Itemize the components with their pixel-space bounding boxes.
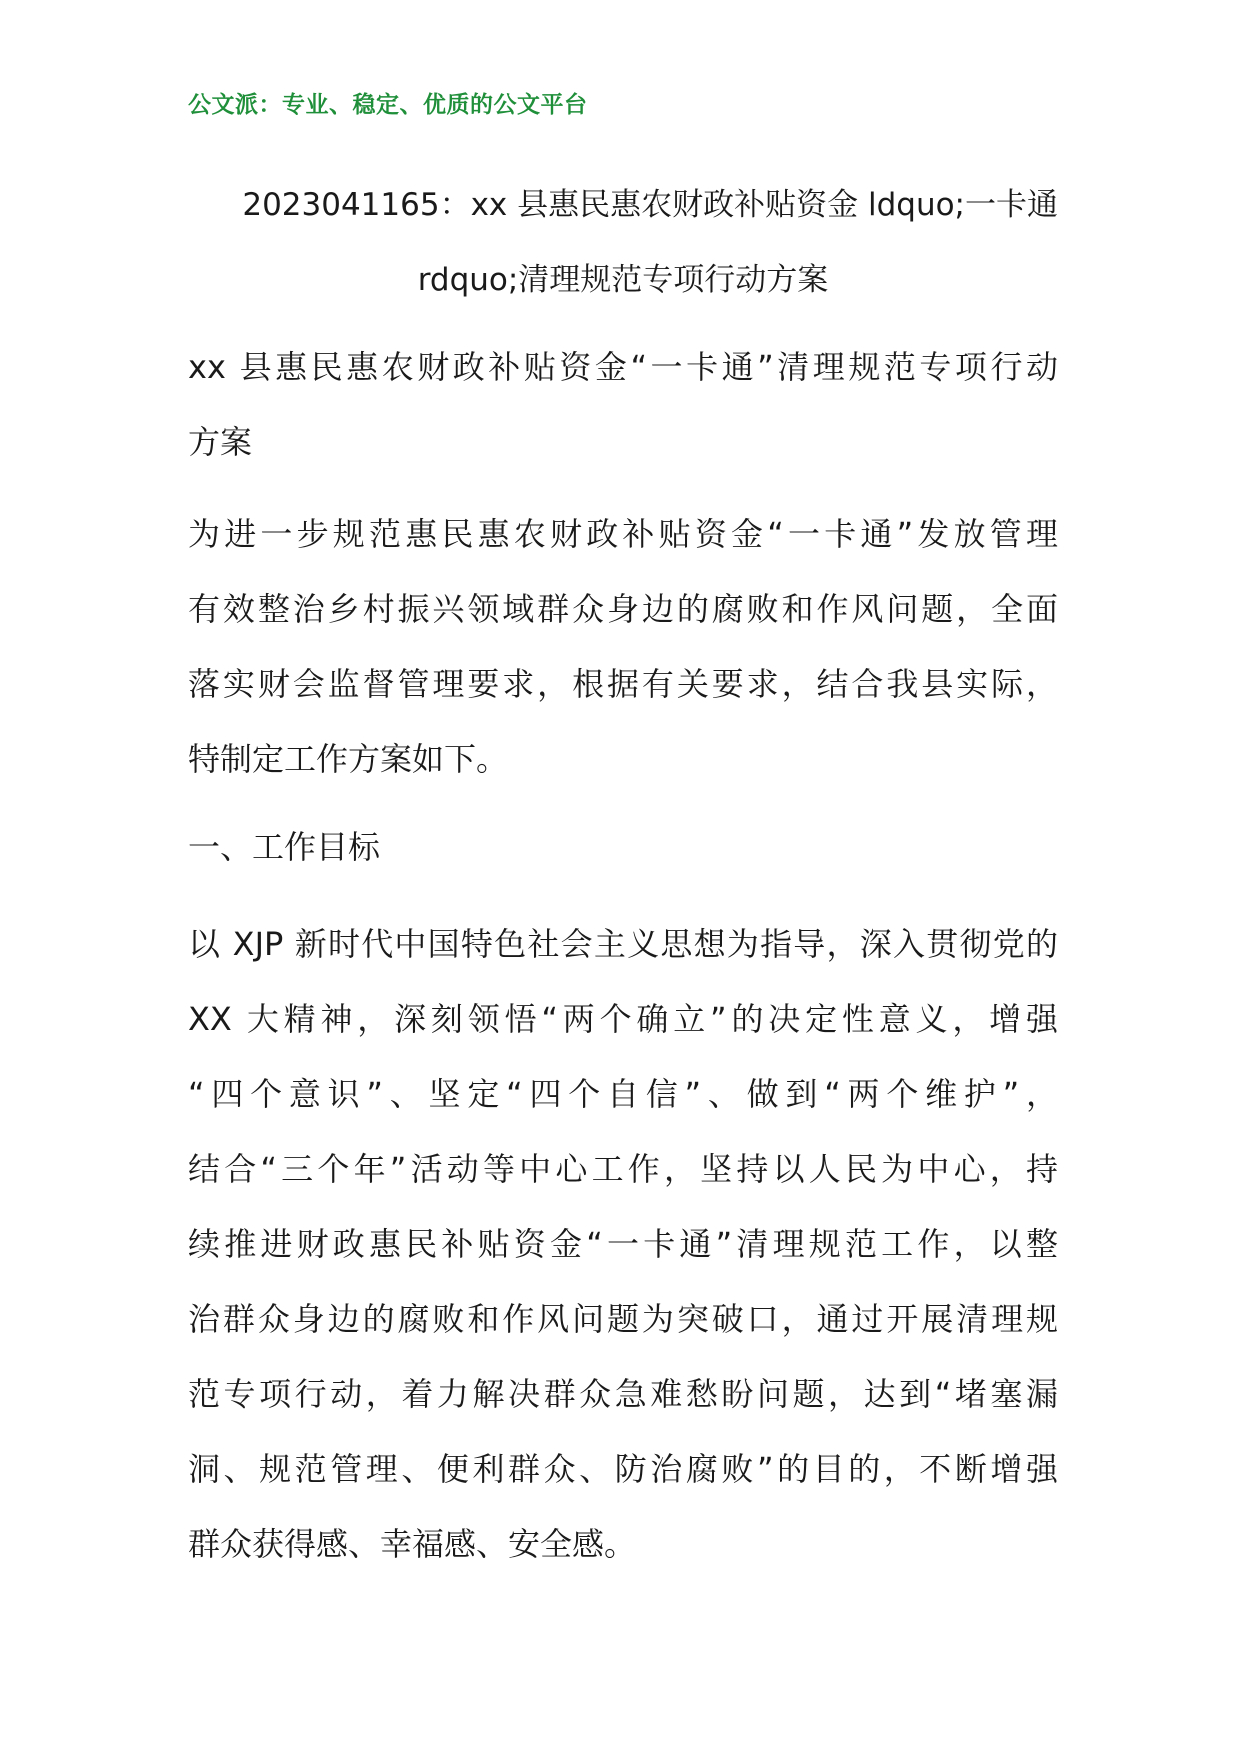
section-paragraph (188, 907, 1058, 1582)
section-line: 洞、规范管理、便利群众、防治腐败”的目的，不断增强 (188, 1450, 1058, 1488)
section-line: 治群众身边的腐败和作风问题为突破口，通过开展清理规 (188, 1300, 1058, 1338)
title-line-2: rdquo;清理规范专项行动方案 (417, 262, 829, 298)
intro-paragraph (188, 497, 1058, 797)
title-line-1: 2023041165：xx 县惠民惠农财政补贴资金 ldquo;一卡通 (242, 187, 1058, 223)
section-line: 续推进财政惠民补贴资金“一卡通”清理规范工作，以整 (188, 1225, 1058, 1263)
intro-line: 特制定工作方案如下。 (188, 740, 509, 778)
section-line: “四个意识”、坚定“四个自信”、做到“两个维护”， (188, 1075, 1058, 1113)
intro-line: 落实财会监督管理要求，根据有关要求，结合我县实际， (188, 665, 1058, 703)
subtitle-line: xx 县惠民惠农财政补贴资金“一卡通”清理规范专项行动 (188, 348, 1058, 386)
section-heading (188, 810, 1058, 885)
section-line: 结合“三个年”活动等中心工作，坚持以人民为中心，持 (188, 1150, 1058, 1188)
section-line: 范专项行动，着力解决群众急难愁盼问题，达到“堵塞漏 (188, 1375, 1058, 1413)
intro-line: 为进一步规范惠民惠农财政补贴资金“一卡通”发放管理 (188, 515, 1058, 553)
section-line: XX 大精神，深刻领悟“两个确立”的决定性意义，增强 (188, 1000, 1058, 1038)
header-brand: 公文派：专业、稳定、优质的公文平台 (188, 92, 588, 118)
section-line: 以 XJP 新时代中国特色社会主义思想为指导，深入贯彻党的 (188, 925, 1058, 963)
subtitle-paragraph (188, 330, 1058, 480)
subtitle-line: 方案 (188, 423, 253, 461)
section-line: 群众获得感、幸福感、安全感。 (188, 1525, 637, 1563)
section-heading-text: 一、工作目标 (188, 828, 381, 866)
intro-line: 有效整治乡村振兴领域群众身边的腐败和作风问题，全面 (188, 590, 1058, 628)
document-title (188, 168, 1058, 318)
